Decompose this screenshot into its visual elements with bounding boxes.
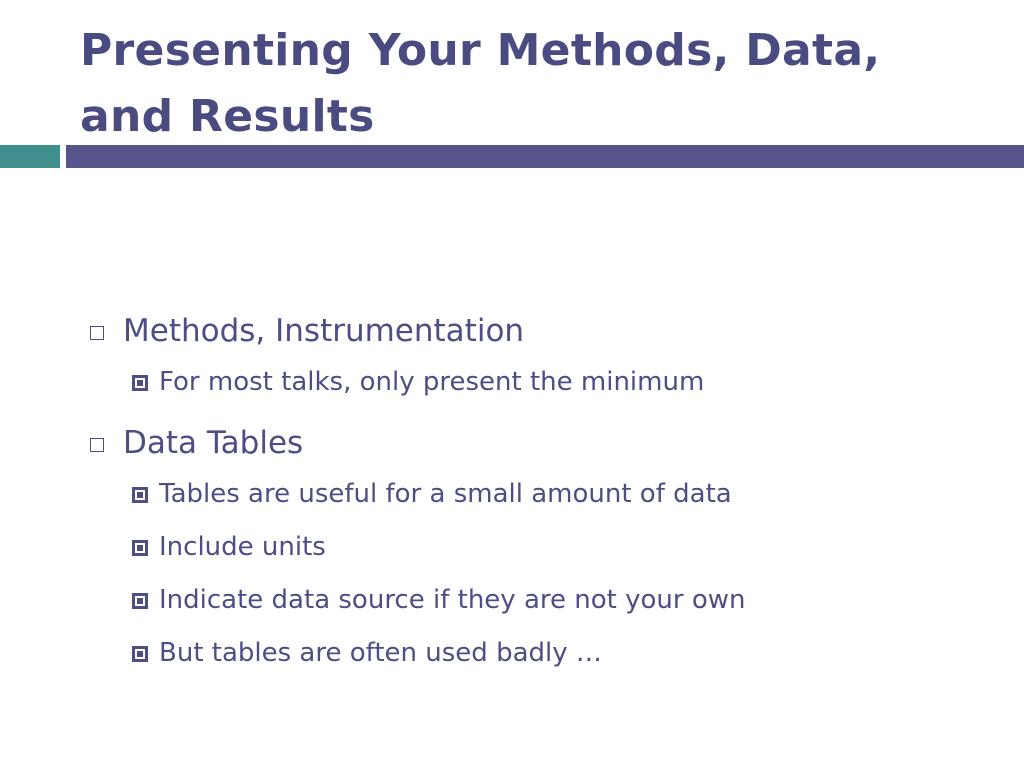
title-accent-bar: [0, 145, 60, 168]
filled-square-bullet-icon: [132, 540, 148, 556]
sub-bullet-text: Include units: [159, 532, 326, 562]
sub-bullet-item: [88, 574, 988, 627]
sub-bullet-text: For most talks, only present the minimum: [159, 367, 705, 397]
filled-square-bullet-icon: [132, 646, 148, 662]
title-divider-bar: [66, 145, 1024, 168]
filled-square-bullet-icon: [132, 593, 148, 609]
sub-bullet-text: Tables are useful for a small amount of data: [159, 479, 732, 509]
sub-bullet-item: [88, 468, 988, 521]
sub-bullet-text: Indicate data source if they are not your own: [159, 585, 746, 615]
sub-bullet-text: But tables are often used badly …: [159, 638, 602, 668]
bullet-item: [88, 418, 988, 468]
hollow-square-bullet-icon: [90, 438, 104, 452]
sub-bullet-item: [88, 521, 988, 574]
bullet-text: Methods, Instrumentation: [123, 313, 525, 349]
hollow-square-bullet-icon: [90, 326, 104, 340]
bullet-list: [88, 306, 988, 680]
filled-square-bullet-icon: [132, 487, 148, 503]
sub-bullet-item: [88, 356, 988, 409]
bullet-item: [88, 306, 988, 356]
filled-square-bullet-icon: [132, 375, 148, 391]
bullet-text: Data Tables: [123, 425, 304, 461]
slide-title: Presenting Your Methods, Data, and Results: [80, 25, 881, 142]
sub-bullet-item: [88, 627, 988, 680]
